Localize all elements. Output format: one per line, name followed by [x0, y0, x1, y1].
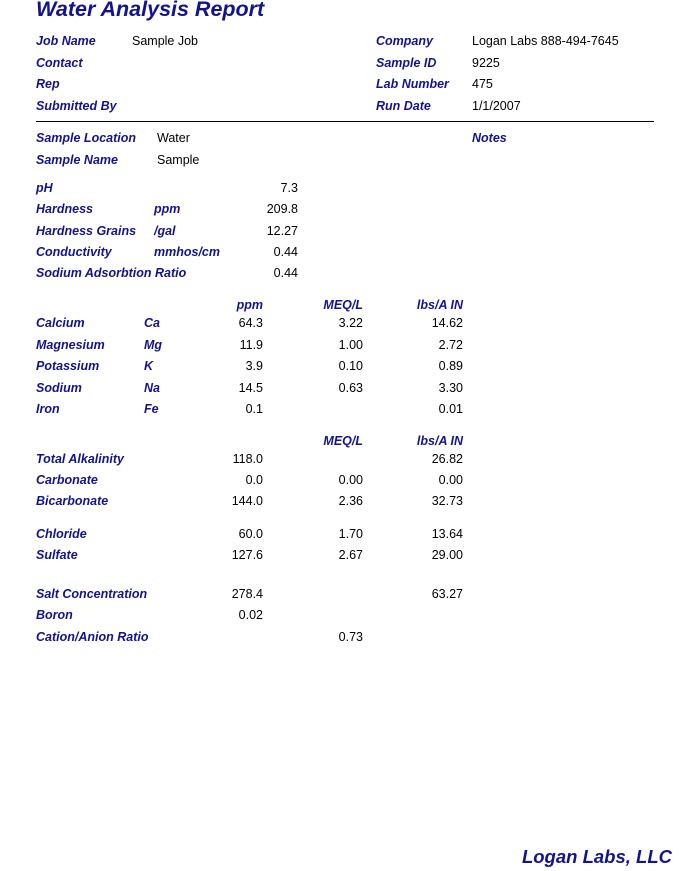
header-divider	[36, 121, 654, 122]
bicarbonate-meq: 2.36	[338, 494, 363, 508]
company-value: Logan Labs 888-494-7645	[472, 34, 619, 48]
conductivity-value: 0.44	[273, 245, 298, 259]
sulfate-ppm: 127.6	[231, 548, 263, 562]
magnesium-label: Magnesium	[36, 338, 105, 352]
salt-concentration-lbs: 63.27	[431, 587, 463, 601]
magnesium-lbs: 2.72	[438, 338, 463, 352]
hardness-label: Hardness	[36, 202, 93, 216]
salt-concentration-label: Salt Concentration	[36, 587, 148, 601]
lab-number-label: Lab Number	[376, 77, 449, 91]
potassium-label: Potassium	[36, 359, 100, 373]
iron-symbol: Fe	[144, 402, 159, 416]
cation-lbs-header: lbs/A IN	[416, 298, 463, 312]
sodium-meq: 0.63	[338, 381, 363, 395]
total-alkalinity-lbs: 26.82	[431, 452, 463, 466]
job-name-value: Sample Job	[132, 34, 199, 48]
ph-label: pH	[36, 181, 53, 195]
sample-id-label: Sample ID	[376, 56, 437, 70]
sample-id-value: 9225	[472, 56, 500, 70]
sample-location-value: Water	[157, 131, 190, 145]
calcium-label: Calcium	[36, 316, 85, 330]
page-title: Water Analysis Report	[36, 0, 265, 21]
potassium-ppm: 3.9	[245, 359, 263, 373]
ph-value: 7.3	[280, 181, 298, 195]
hardness-grains-label: Hardness Grains	[36, 224, 137, 238]
sodium-lbs: 3.30	[438, 381, 463, 395]
cation-anion-ratio-label: Cation/Anion Ratio	[36, 630, 149, 644]
cation-anion-ratio-value: 0.73	[338, 630, 363, 644]
chloride-meq: 1.70	[338, 527, 363, 541]
sulfate-label: Sulfate	[36, 548, 78, 562]
sample-name-label: Sample Name	[36, 153, 118, 167]
run-date-label: Run Date	[376, 99, 431, 113]
rep-label: Rep	[36, 77, 60, 91]
bicarbonate-label: Bicarbonate	[36, 494, 109, 508]
chloride-lbs: 13.64	[431, 527, 463, 541]
run-date-value: 1/1/2007	[472, 99, 521, 113]
iron-label: Iron	[36, 402, 60, 416]
footer-company: Logan Labs, LLC	[521, 846, 672, 867]
sulfate-lbs: 29.00	[431, 548, 463, 562]
bicarbonate-ppm: 144.0	[231, 494, 263, 508]
calcium-symbol: Ca	[144, 316, 160, 330]
magnesium-symbol: Mg	[144, 338, 163, 352]
submitted-by-label: Submitted By	[36, 99, 117, 113]
carbonate-meq: 0.00	[338, 473, 363, 487]
potassium-meq: 0.10	[338, 359, 363, 373]
cation-ppm-header: ppm	[236, 298, 263, 312]
sulfate-meq: 2.67	[338, 548, 363, 562]
boron-value: 0.02	[238, 608, 263, 622]
bicarbonate-lbs: 32.73	[431, 494, 463, 508]
sodium-symbol: Na	[144, 381, 160, 395]
conductivity-label: Conductivity	[36, 245, 112, 259]
carbonate-lbs: 0.00	[438, 473, 463, 487]
contact-label: Contact	[36, 56, 83, 70]
company-label: Company	[376, 34, 433, 48]
carbonate-ppm: 0.0	[245, 473, 263, 487]
job-name-label: Job Name	[36, 34, 96, 48]
sample-location-label: Sample Location	[36, 131, 137, 145]
magnesium-ppm: 11.9	[239, 338, 263, 352]
chloride-ppm: 60.0	[238, 527, 263, 541]
hardness-grains-value: 12.27	[266, 224, 298, 238]
potassium-lbs: 0.89	[438, 359, 463, 373]
iron-ppm: 0.1	[245, 402, 263, 416]
carbonate-label: Carbonate	[36, 473, 98, 487]
boron-label: Boron	[36, 608, 73, 622]
iron-lbs: 0.01	[438, 402, 463, 416]
cation-meq-header: MEQ/L	[323, 298, 363, 312]
calcium-lbs: 14.62	[431, 316, 463, 330]
magnesium-meq: 1.00	[338, 338, 363, 352]
salt-concentration-ppm: 278.4	[231, 587, 263, 601]
potassium-symbol: K	[144, 359, 154, 373]
anion-meq-header: MEQ/L	[323, 434, 363, 448]
calcium-meq: 3.22	[338, 316, 363, 330]
sodium-label: Sodium	[36, 381, 82, 395]
notes-label: Notes	[472, 131, 507, 145]
hardness-unit: ppm	[154, 202, 181, 216]
total-alkalinity-ppm: 118.0	[232, 452, 263, 466]
hardness-value: 209.8	[266, 202, 298, 216]
hardness-grains-unit: /gal	[154, 224, 176, 238]
total-alkalinity-label: Total Alkalinity	[36, 452, 124, 466]
sample-name-value: Sample	[157, 153, 200, 167]
lab-number-value: 475	[472, 77, 493, 91]
sar-value: 0.44	[273, 266, 298, 280]
sar-label: Sodium Adsorbtion Ratio	[36, 266, 187, 280]
sodium-ppm: 14.5	[238, 381, 263, 395]
calcium-ppm: 64.3	[238, 316, 263, 330]
anion-lbs-header: lbs/A IN	[416, 434, 463, 448]
chloride-label: Chloride	[36, 527, 87, 541]
conductivity-unit: mmhos/cm	[154, 245, 220, 259]
